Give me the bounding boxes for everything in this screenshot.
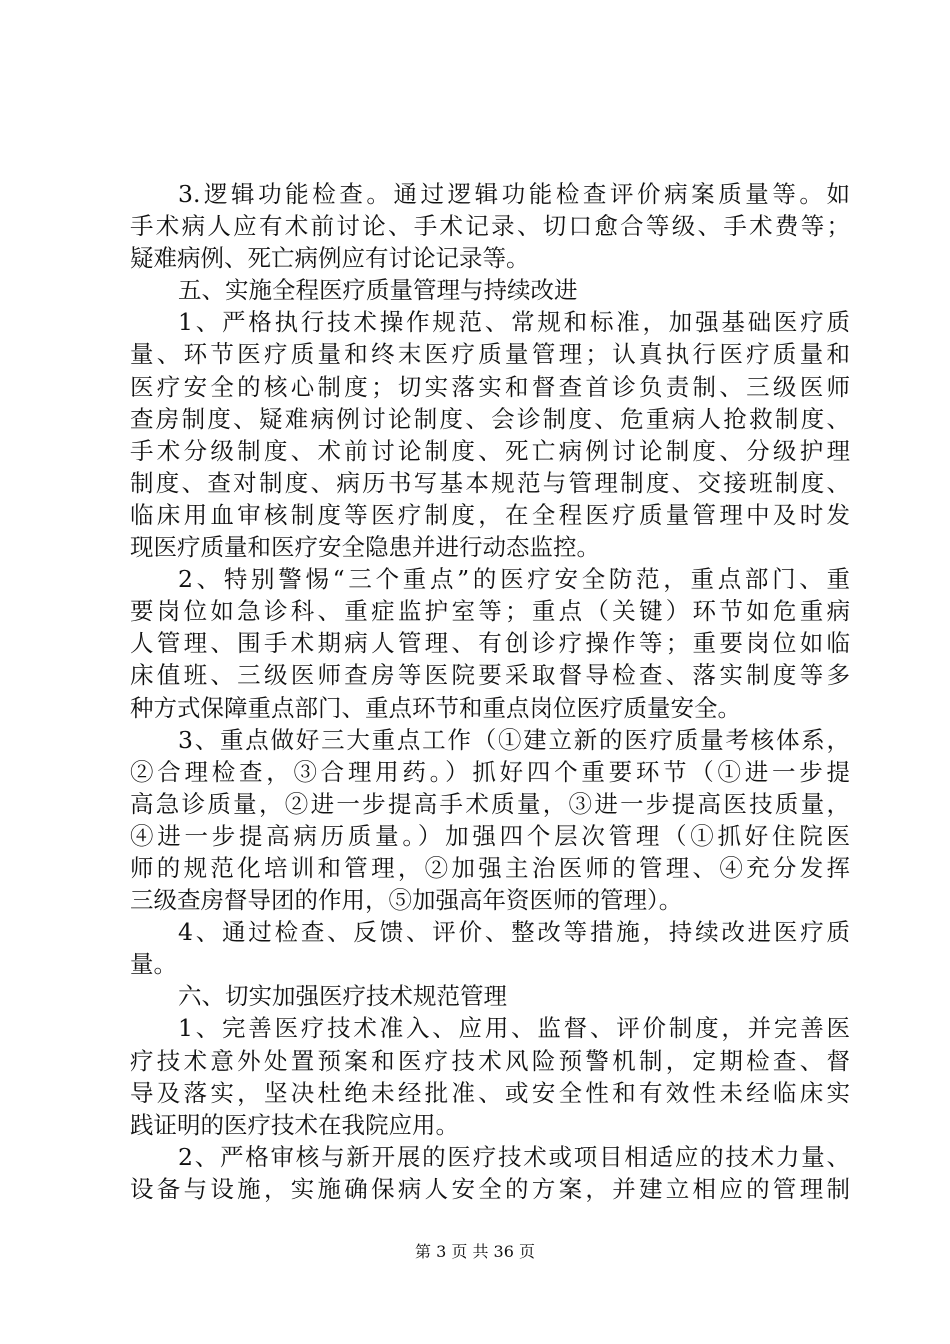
text-line: 2、严格审核与新开展的医疗技术或项目相适应的技术力量、 (178, 1142, 850, 1171)
text-line: 医疗安全的核心制度；切实落实和督查首诊负责制、三级医师 (130, 372, 850, 401)
text-line: 1、严格执行技术操作规范、常规和标准，加强基础医疗质 (178, 308, 850, 337)
text-line: 高急诊质量，②进一步提高手术质量，③进一步提高医技质量， (130, 789, 850, 818)
text-line: 六、切实加强医疗技术规范管理 (178, 982, 507, 1011)
text-line: 3.逻辑功能检查。通过逻辑功能检查评价病案质量等。如 (178, 180, 850, 208)
text-line: 4、通过检查、反馈、评价、整改等措施，持续改进医疗质 (178, 918, 850, 947)
text-line: 手术分级制度、术前讨论制度、死亡病例讨论制度、分级护理 (130, 436, 850, 465)
page-footer: 第 3 页 共 36 页 (415, 1242, 535, 1261)
text-line: 三级查房督导团的作用，⑤加强高年资医师的管理）。 (130, 886, 683, 915)
text-line: 导及落实，坚决杜绝未经批准、或安全性和有效性未经临床实 (130, 1078, 850, 1107)
text-line: 种方式保障重点部门、重点环节和重点岗位医疗质量安全。 (130, 693, 741, 722)
text-line: 2、特别警惕“三个重点”的医疗安全防范，重点部门、重 (178, 565, 850, 594)
text-line: 床值班、三级医师查房等医院要采取督导检查、落实制度等多 (130, 661, 850, 690)
text-line: 查房制度、疑难病例讨论制度、会诊制度、危重病人抢救制度、 (130, 404, 850, 433)
text-line: 3、重点做好三大重点工作（①建立新的医疗质量考核体系， (178, 725, 850, 754)
text-line: 制度、查对制度、病历书写基本规范与管理制度、交接班制度、 (130, 468, 850, 497)
text-line: 设备与设施，实施确保病人安全的方案，并建立相应的管理制 (130, 1174, 850, 1203)
text-line: 量。 (130, 950, 177, 979)
text-line: 1、完善医疗技术准入、应用、监督、评价制度，并完善医 (178, 1014, 850, 1043)
document-body (130, 178, 850, 1205)
text-line: 疗技术意外处置预案和医疗技术风险预警机制，定期检查、督 (130, 1046, 850, 1075)
text-line: 人管理、围手术期病人管理、有创诊疗操作等；重要岗位如临 (130, 629, 850, 658)
text-line: 现医疗质量和医疗安全隐患并进行动态监控。 (130, 533, 600, 562)
text-line: 临床用血审核制度等医疗制度，在全程医疗质量管理中及时发 (130, 500, 850, 529)
text-line: 师的规范化培训和管理，②加强主治医师的管理、④充分发挥 (130, 853, 850, 882)
text-line: 践证明的医疗技术在我院应用。 (130, 1110, 459, 1139)
text-line: ④进一步提高病历质量。）加强四个层次管理（①抓好住院医 (130, 821, 850, 850)
text-line: 手术病人应有术前讨论、手术记录、切口愈合等级、手术费等； (130, 212, 850, 241)
text-line: 疑难病例、死亡病例应有讨论记录等。 (130, 244, 530, 273)
text-line: ②合理检查，③合理用药。）抓好四个重要环节（①进一步提 (130, 757, 850, 786)
text-line: 要岗位如急诊科、重症监护室等；重点（关键）环节如危重病 (130, 597, 850, 626)
text-line: 量、环节医疗质量和终末医疗质量管理；认真执行医疗质量和 (130, 340, 850, 369)
text-line: 五、实施全程医疗质量管理与持续改进 (178, 276, 578, 305)
